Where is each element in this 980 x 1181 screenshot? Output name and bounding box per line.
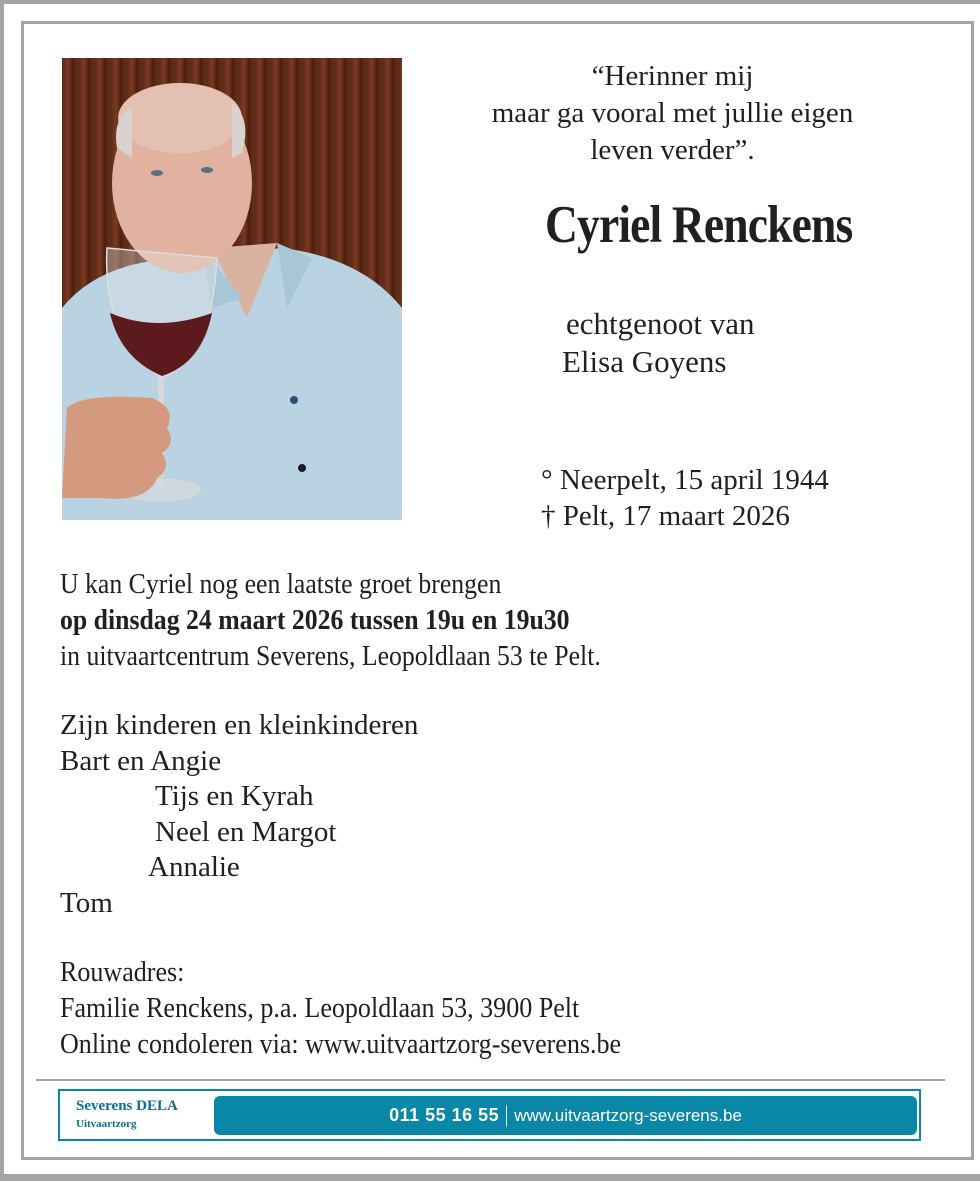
portrait-photo xyxy=(62,58,402,520)
separator xyxy=(506,1105,507,1127)
contact-bar xyxy=(214,1096,917,1135)
grandchild-name: Neel en Margot xyxy=(155,815,337,848)
visitation-intro: U kan Cyriel nog een laatste groet brengen xyxy=(60,569,502,600)
address-line: Familie Renckens, p.a. Leopoldlaan 53, 3900 Pelt xyxy=(60,993,580,1024)
outer-frame-bottom xyxy=(0,1174,980,1181)
portrait-illustration xyxy=(62,58,402,520)
child-name: Bart en Angie xyxy=(60,744,222,777)
phone-number[interactable]: 011 55 16 55 xyxy=(389,1105,500,1125)
spouse-prefix: echtgenoot van xyxy=(566,306,755,341)
spouse-block xyxy=(562,305,755,381)
quote-line: “Herinner mij xyxy=(591,60,754,92)
deceased-name: Cyriel Renckens xyxy=(545,196,853,254)
family-list xyxy=(60,708,418,921)
family-heading: Zijn kinderen en kleinkinderen xyxy=(60,709,419,741)
website-link[interactable]: www.uitvaartzorg-severens.be xyxy=(514,1105,742,1125)
visitation-info xyxy=(60,567,601,675)
grandchild-name: Annalie xyxy=(148,851,240,883)
death-date: † Pelt, 17 maart 2026 xyxy=(541,500,790,532)
visitation-datetime: op dinsdag 24 maart 2026 tussen 19u en 19u30 xyxy=(60,605,570,636)
visitation-location: in uitvaartcentrum Severens, Leopoldlaan 53 te Pelt. xyxy=(60,641,601,672)
brand-name: Severens DELA xyxy=(76,1098,178,1114)
divider xyxy=(36,1079,945,1081)
grandchild-name: Tijs en Kyrah xyxy=(155,780,314,812)
mourning-address xyxy=(60,955,621,1063)
condolence-link[interactable]: Online condoleren via: www.uitvaartzorg-severens.be xyxy=(60,1029,622,1060)
life-dates xyxy=(541,462,829,534)
brand-subtitle: Uitvaartzorg xyxy=(76,1118,137,1130)
birth-date: ° Neerpelt, 15 april 1944 xyxy=(541,464,829,496)
funeral-home-logo xyxy=(76,1097,178,1133)
address-label: Rouwadres: xyxy=(60,957,185,988)
memorial-quote xyxy=(440,58,905,169)
child-name: Tom xyxy=(60,886,113,919)
spouse-name: Elisa Goyens xyxy=(562,344,727,379)
quote-line: maar ga vooral met jullie eigen xyxy=(491,97,854,129)
funeral-home-banner xyxy=(58,1089,921,1141)
quote-line: leven verder”. xyxy=(590,134,755,166)
